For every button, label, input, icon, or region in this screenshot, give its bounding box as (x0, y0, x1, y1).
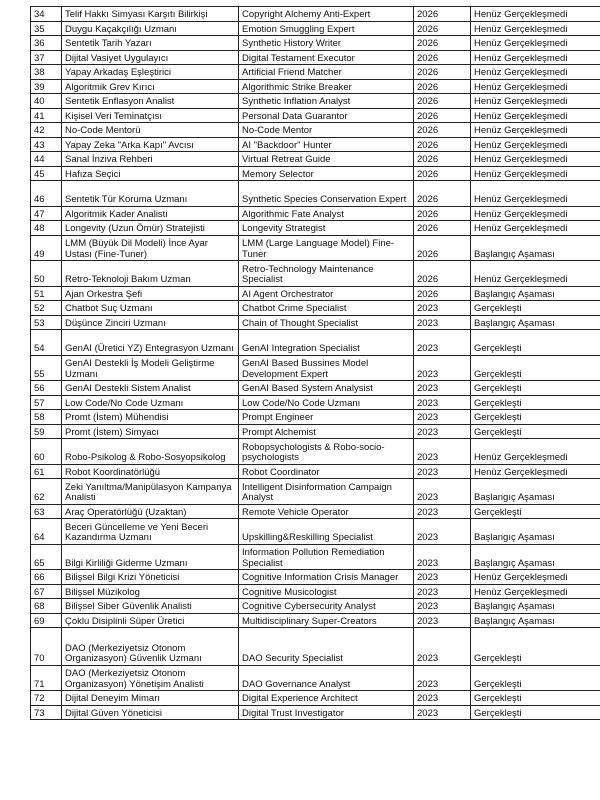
english-title-cell: GenAI Integration Specialist (239, 330, 414, 356)
table-row (31, 315, 600, 330)
status-cell: Henüz Gerçekleşmedi (471, 79, 600, 94)
turkish-title-cell: Ajan Orkestra Şefi (62, 286, 239, 301)
year-cell: 2026 (414, 152, 471, 167)
year-cell: 2023 (414, 613, 471, 628)
year-cell: 2023 (414, 355, 471, 381)
year-cell: 2026 (414, 221, 471, 236)
year-cell: 2023 (414, 315, 471, 330)
turkish-title-cell: Zeki Yanıltma/Manipülasyon Kampanya Analisti (62, 479, 239, 505)
table-row (31, 665, 600, 691)
status-cell: Henüz Gerçekleşmedi (471, 108, 600, 123)
row-number-cell: 38 (31, 65, 62, 80)
row-number-cell: 34 (31, 7, 62, 22)
turkish-title-cell: LMM (Büyük Dil Modeli) İnce Ayar Ustası (Fine-Tuner) (62, 235, 239, 261)
table-row (31, 65, 600, 80)
year-cell: 2023 (414, 584, 471, 599)
english-title-cell: Cognitive Information Crisis Manager (239, 570, 414, 585)
year-cell: 2026 (414, 36, 471, 51)
english-title-cell: Emotion Smuggling Expert (239, 21, 414, 36)
status-cell: Henüz Gerçekleşmedi (471, 221, 600, 236)
row-number-cell: 70 (31, 628, 62, 666)
table-row (31, 381, 600, 396)
english-title-cell: Robot Coordinator (239, 464, 414, 479)
year-cell: 2026 (414, 166, 471, 181)
turkish-title-cell: Bilişsel Siber Güvenlik Analisti (62, 599, 239, 614)
status-cell: Başlangıç Aşaması (471, 479, 600, 505)
turkish-title-cell: Bilgi Kirliliği Giderme Uzmanı (62, 544, 239, 570)
jobs-table-sheet (30, 6, 600, 720)
english-title-cell: Prompt Engineer (239, 410, 414, 425)
english-title-cell: Synthetic Inflation Analyst (239, 94, 414, 109)
year-cell: 2023 (414, 439, 471, 465)
turkish-title-cell: No-Code Mentorü (62, 123, 239, 138)
row-number-cell: 67 (31, 584, 62, 599)
status-cell: Henüz Gerçekleşmedi (471, 166, 600, 181)
year-cell: 2023 (414, 395, 471, 410)
turkish-title-cell: Araç Operatörlüğü (Uzaktan) (62, 504, 239, 519)
turkish-title-cell: Yapay Arkadaş Eşleştirici (62, 65, 239, 80)
year-cell: 2023 (414, 464, 471, 479)
table-row (31, 330, 600, 356)
status-cell: Henüz Gerçekleşmedi (471, 94, 600, 109)
row-number-cell: 56 (31, 381, 62, 396)
turkish-title-cell: Dijital Vasiyet Uygulayıcı (62, 50, 239, 65)
year-cell: 2026 (414, 94, 471, 109)
row-number-cell: 41 (31, 108, 62, 123)
row-number-cell: 47 (31, 206, 62, 221)
table-row (31, 599, 600, 614)
row-number-cell: 36 (31, 36, 62, 51)
english-title-cell: Synthetic History Writer (239, 36, 414, 51)
status-cell: Gerçekleşti (471, 330, 600, 356)
english-title-cell: Algorithmic Fate Analyst (239, 206, 414, 221)
english-title-cell: No-Code Mentor (239, 123, 414, 138)
status-cell: Gerçekleşti (471, 355, 600, 381)
row-number-cell: 40 (31, 94, 62, 109)
english-title-cell: Multidisciplinary Super-Creators (239, 613, 414, 628)
turkish-title-cell: Duygu Kaçakçılığı Uzmanı (62, 21, 239, 36)
turkish-title-cell: DAO (Merkeziyetsiz Otonom Organizasyon) Güvenlik Uzmanı (62, 628, 239, 666)
table-row (31, 36, 600, 51)
year-cell: 2023 (414, 504, 471, 519)
row-number-cell: 73 (31, 705, 62, 720)
english-title-cell: Cognitive Cybersecurity Analyst (239, 599, 414, 614)
english-title-cell: Intelligent Disinformation Campaign Analyst (239, 479, 414, 505)
turkish-title-cell: Sentetik Tür Koruma Uzmanı (62, 181, 239, 207)
turkish-title-cell: GenAI Destekli İş Modeli Geliştirme Uzmanı (62, 355, 239, 381)
status-cell: Henüz Gerçekleşmedi (471, 181, 600, 207)
table-row (31, 79, 600, 94)
row-number-cell: 61 (31, 464, 62, 479)
table-row (31, 519, 600, 545)
english-title-cell: Copyright Alchemy Anti-Expert (239, 7, 414, 22)
table-row (31, 7, 600, 22)
status-cell: Henüz Gerçekleşmedi (471, 464, 600, 479)
table-row (31, 705, 600, 720)
table-row (31, 94, 600, 109)
turkish-title-cell: Yapay Zeka "Arka Kapı" Avcısı (62, 137, 239, 152)
turkish-title-cell: Telif Hakkı Simyası Karşıtı Bilirkişi (62, 7, 239, 22)
table-row (31, 221, 600, 236)
year-cell: 2023 (414, 410, 471, 425)
row-number-cell: 42 (31, 123, 62, 138)
status-cell: Henüz Gerçekleşmedi (471, 584, 600, 599)
year-cell: 2023 (414, 544, 471, 570)
english-title-cell: Digital Trust Investigator (239, 705, 414, 720)
status-cell: Henüz Gerçekleşmedi (471, 65, 600, 80)
table-row (31, 410, 600, 425)
row-number-cell: 64 (31, 519, 62, 545)
table-row (31, 21, 600, 36)
turkish-title-cell: Bilişsel Bilgi Krizi Yöneticisi (62, 570, 239, 585)
turkish-title-cell: Kişisel Veri Teminatçısı (62, 108, 239, 123)
year-cell: 2026 (414, 123, 471, 138)
turkish-title-cell: DAO (Merkeziyetsiz Otonom Organizasyon) Yönetişim Analisti (62, 665, 239, 691)
turkish-title-cell: Çoklu Disiplinli Süper Üretici (62, 613, 239, 628)
row-number-cell: 71 (31, 665, 62, 691)
table-row (31, 439, 600, 465)
english-title-cell: Low Code/No Code Uzmanı (239, 395, 414, 410)
status-cell: Henüz Gerçekleşmedi (471, 7, 600, 22)
english-title-cell: Digital Experience Architect (239, 691, 414, 706)
table-row (31, 206, 600, 221)
turkish-title-cell: Hafıza Seçici (62, 166, 239, 181)
status-cell: Gerçekleşti (471, 301, 600, 316)
table-row (31, 137, 600, 152)
table-row (31, 152, 600, 167)
english-title-cell: Algorithmic Strike Breaker (239, 79, 414, 94)
turkish-title-cell: Sanal İnziva Rehberi (62, 152, 239, 167)
turkish-title-cell: Algoritmik Grev Kırıcı (62, 79, 239, 94)
table-row (31, 570, 600, 585)
row-number-cell: 60 (31, 439, 62, 465)
status-cell: Henüz Gerçekleşmedi (471, 123, 600, 138)
english-title-cell: GenAI Based System Analysist (239, 381, 414, 396)
english-title-cell: Digital Testament Executor (239, 50, 414, 65)
status-cell: Henüz Gerçekleşmedi (471, 206, 600, 221)
status-cell: Gerçekleşti (471, 665, 600, 691)
turkish-title-cell: GenAI (Üretici YZ) Entegrasyon Uzmanı (62, 330, 239, 356)
year-cell: 2026 (414, 108, 471, 123)
row-number-cell: 69 (31, 613, 62, 628)
english-title-cell: Cognitive Musicologist (239, 584, 414, 599)
english-title-cell: Artificial Friend Matcher (239, 65, 414, 80)
turkish-title-cell: Longevity (Uzun Ömür) Stratejisti (62, 221, 239, 236)
turkish-title-cell: Düşünce Zinciri Uzmanı (62, 315, 239, 330)
status-cell: Gerçekleşti (471, 504, 600, 519)
turkish-title-cell: Promt (İstem) Mühendisi (62, 410, 239, 425)
table-row (31, 691, 600, 706)
table-row (31, 286, 600, 301)
year-cell: 2026 (414, 261, 471, 287)
turkish-title-cell: Sentetik Tarih Yazarı (62, 36, 239, 51)
english-title-cell: GenAI Based Bussines Model Development Expert (239, 355, 414, 381)
english-title-cell: Virtual Retreat Guide (239, 152, 414, 167)
row-number-cell: 63 (31, 504, 62, 519)
table-row (31, 166, 600, 181)
row-number-cell: 46 (31, 181, 62, 207)
turkish-title-cell: Chatbot Suç Uzmanı (62, 301, 239, 316)
english-title-cell: Chain of Thought Specialist (239, 315, 414, 330)
year-cell: 2023 (414, 424, 471, 439)
table-body (31, 7, 600, 720)
english-title-cell: Chatbot Crime Specialist (239, 301, 414, 316)
year-cell: 2023 (414, 330, 471, 356)
status-cell: Başlangıç Aşaması (471, 599, 600, 614)
row-number-cell: 57 (31, 395, 62, 410)
turkish-title-cell: Sentetik Enflasyon Analist (62, 94, 239, 109)
year-cell: 2023 (414, 479, 471, 505)
year-cell: 2026 (414, 137, 471, 152)
row-number-cell: 58 (31, 410, 62, 425)
english-title-cell: DAO Security Specialist (239, 628, 414, 666)
year-cell: 2023 (414, 599, 471, 614)
table-row (31, 108, 600, 123)
row-number-cell: 45 (31, 166, 62, 181)
turkish-title-cell: Retro-Teknoloji Bakım Uzman (62, 261, 239, 287)
year-cell: 2026 (414, 65, 471, 80)
status-cell: Henüz Gerçekleşmedi (471, 36, 600, 51)
year-cell: 2023 (414, 570, 471, 585)
row-number-cell: 72 (31, 691, 62, 706)
row-number-cell: 53 (31, 315, 62, 330)
turkish-title-cell: Robot Koordinatörlüğü (62, 464, 239, 479)
turkish-title-cell: Beceri Güncelleme ve Yeni Beceri Kazandırma Uzmanı (62, 519, 239, 545)
year-cell: 2023 (414, 665, 471, 691)
english-title-cell: Longevity Strategist (239, 221, 414, 236)
table-row (31, 544, 600, 570)
status-cell: Başlangıç Aşaması (471, 544, 600, 570)
status-cell: Henüz Gerçekleşmedi (471, 570, 600, 585)
table-row (31, 181, 600, 207)
future-jobs-table (30, 6, 600, 720)
turkish-title-cell: Dijital Deneyim Mimarı (62, 691, 239, 706)
english-title-cell: AI "Backdoor" Hunter (239, 137, 414, 152)
year-cell: 2023 (414, 628, 471, 666)
status-cell: Gerçekleşti (471, 381, 600, 396)
row-number-cell: 66 (31, 570, 62, 585)
status-cell: Gerçekleşti (471, 691, 600, 706)
row-number-cell: 44 (31, 152, 62, 167)
turkish-title-cell: Dijital Güven Yöneticisi (62, 705, 239, 720)
year-cell: 2026 (414, 79, 471, 94)
row-number-cell: 65 (31, 544, 62, 570)
table-row (31, 504, 600, 519)
table-row (31, 235, 600, 261)
year-cell: 2023 (414, 301, 471, 316)
year-cell: 2023 (414, 519, 471, 545)
row-number-cell: 39 (31, 79, 62, 94)
row-number-cell: 43 (31, 137, 62, 152)
english-title-cell: AI Agent Orchestrator (239, 286, 414, 301)
status-cell: Henüz Gerçekleşmedi (471, 137, 600, 152)
row-number-cell: 59 (31, 424, 62, 439)
status-cell: Gerçekleşti (471, 410, 600, 425)
row-number-cell: 52 (31, 301, 62, 316)
table-row (31, 613, 600, 628)
status-cell: Henüz Gerçekleşmedi (471, 21, 600, 36)
status-cell: Gerçekleşti (471, 424, 600, 439)
turkish-title-cell: Bilişsel Müzikolog (62, 584, 239, 599)
status-cell: Başlangıç Aşaması (471, 235, 600, 261)
status-cell: Gerçekleşti (471, 705, 600, 720)
year-cell: 2026 (414, 50, 471, 65)
status-cell: Başlangıç Aşaması (471, 315, 600, 330)
row-number-cell: 37 (31, 50, 62, 65)
table-row (31, 301, 600, 316)
year-cell: 2026 (414, 206, 471, 221)
table-row (31, 123, 600, 138)
english-title-cell: Remote Vehicle Operator (239, 504, 414, 519)
english-title-cell: DAO Governance Analyst (239, 665, 414, 691)
english-title-cell: Prompt Alchemist (239, 424, 414, 439)
year-cell: 2026 (414, 235, 471, 261)
table-row (31, 424, 600, 439)
row-number-cell: 49 (31, 235, 62, 261)
status-cell: Başlangıç Aşaması (471, 613, 600, 628)
english-title-cell: Information Pollution Remediation Specialist (239, 544, 414, 570)
english-title-cell: Synthetic Species Conservation Expert (239, 181, 414, 207)
english-title-cell: LMM (Large Language Model) Fine-Tuner (239, 235, 414, 261)
status-cell: Henüz Gerçekleşmedi (471, 439, 600, 465)
turkish-title-cell: Algoritmik Kader Analisti (62, 206, 239, 221)
table-row (31, 464, 600, 479)
year-cell: 2023 (414, 381, 471, 396)
english-title-cell: Retro-Technology Maintenance Specialist (239, 261, 414, 287)
year-cell: 2023 (414, 691, 471, 706)
table-row (31, 355, 600, 381)
english-title-cell: Memory Selector (239, 166, 414, 181)
row-number-cell: 55 (31, 355, 62, 381)
row-number-cell: 35 (31, 21, 62, 36)
row-number-cell: 54 (31, 330, 62, 356)
status-cell: Başlangıç Aşaması (471, 286, 600, 301)
row-number-cell: 62 (31, 479, 62, 505)
table-row (31, 479, 600, 505)
status-cell: Henüz Gerçekleşmedi (471, 261, 600, 287)
table-row (31, 261, 600, 287)
turkish-title-cell: Low Code/No Code Uzmanı (62, 395, 239, 410)
table-row (31, 584, 600, 599)
row-number-cell: 48 (31, 221, 62, 236)
table-row (31, 50, 600, 65)
row-number-cell: 68 (31, 599, 62, 614)
english-title-cell: Upskilling&Reskilling Specialist (239, 519, 414, 545)
english-title-cell: Robopsychologists & Robo-socio-psychologists (239, 439, 414, 465)
year-cell: 2026 (414, 7, 471, 22)
english-title-cell: Personal Data Guarantor (239, 108, 414, 123)
row-number-cell: 50 (31, 261, 62, 287)
table-row (31, 395, 600, 410)
turkish-title-cell: Robo-Psikolog & Robo-Sosyopsikolog (62, 439, 239, 465)
turkish-title-cell: GenAI Destekli Sistem Analist (62, 381, 239, 396)
year-cell: 2026 (414, 286, 471, 301)
status-cell: Gerçekleşti (471, 628, 600, 666)
status-cell: Gerçekleşti (471, 395, 600, 410)
row-number-cell: 51 (31, 286, 62, 301)
year-cell: 2026 (414, 21, 471, 36)
status-cell: Başlangıç Aşaması (471, 519, 600, 545)
year-cell: 2026 (414, 181, 471, 207)
table-row (31, 628, 600, 666)
status-cell: Henüz Gerçekleşmedi (471, 152, 600, 167)
status-cell: Henüz Gerçekleşmedi (471, 50, 600, 65)
turkish-title-cell: Promt (İstem) Simyacı (62, 424, 239, 439)
year-cell: 2023 (414, 705, 471, 720)
